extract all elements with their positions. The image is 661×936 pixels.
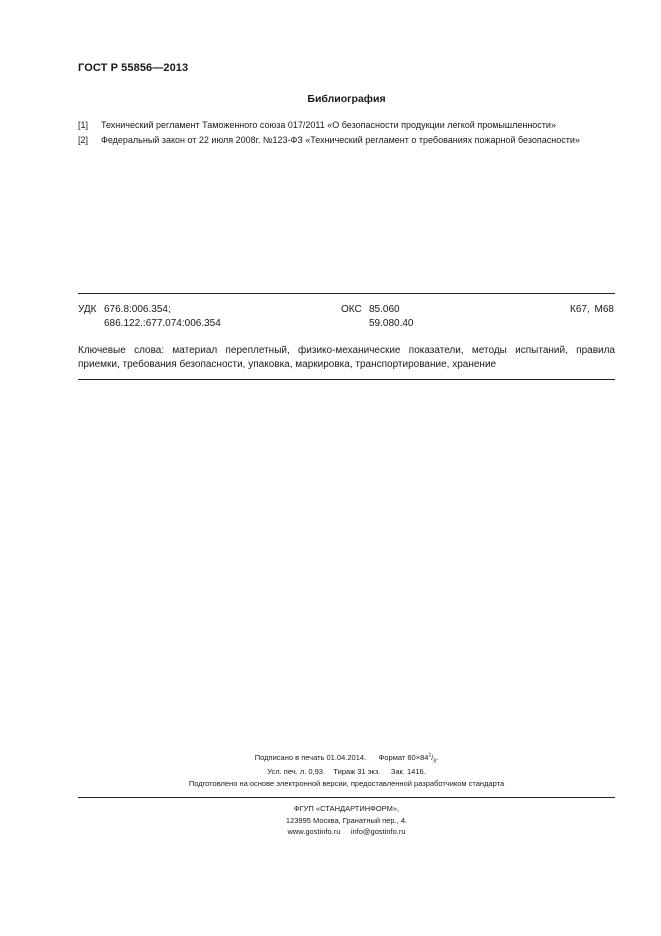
format-sup: 1 bbox=[428, 752, 432, 759]
udk-line-2: 686.122.:677.074:006.354 bbox=[104, 318, 221, 329]
publisher-website[interactable]: www.gostinfo.ru bbox=[287, 827, 341, 836]
format-label: Формат 60×84 bbox=[378, 753, 429, 762]
oks-line-1: 85.060 bbox=[369, 304, 400, 315]
bibliography-item-text: Технический регламент Таможенного союза 017/2011 «О безопасности продукции легкой промышленности» bbox=[101, 120, 556, 130]
circulation: Тираж 31 экз. bbox=[333, 767, 381, 776]
publisher-contacts bbox=[78, 827, 615, 837]
order-number: Зак. 1416. bbox=[390, 767, 426, 776]
divider-keywords bbox=[78, 379, 615, 380]
bibliography-item-number: [1] bbox=[78, 120, 89, 130]
udk-label: УДК bbox=[78, 304, 97, 315]
format-sub: 8 bbox=[433, 758, 437, 765]
bibliography-item bbox=[78, 134, 615, 160]
publisher-name: ФГУП «СТАНДАРТИНФОРМ», bbox=[293, 804, 400, 813]
udk-line-1: 676.8:006.354; bbox=[104, 304, 171, 315]
publisher-address: 123995 Москва, Гранатный пер., 4. bbox=[285, 816, 408, 825]
print-sheets: Усл. печ. л. 0,93. bbox=[267, 767, 326, 776]
oks-line-2: 59.080.40 bbox=[369, 318, 414, 329]
bibliography-item bbox=[78, 119, 615, 132]
prepared-note: Подготовлено на основе электронной версии, предоставленной разработчиком стандарта bbox=[188, 779, 505, 788]
signed-date: Подписано в печать 01.04.2014. bbox=[254, 753, 367, 762]
oks-label: ОКС bbox=[341, 304, 362, 315]
bibliography-item-text: Федеральный закон от 22 июля 2008г. №123-ФЗ «Технический регламент о требованиях пожарной безопасности» bbox=[101, 135, 580, 145]
keywords: Ключевые слова: материал переплетный, физико-механические показатели, методы испытаний, правила приемки, требования безопасности, упаковка, маркировка, транспортирование, хранение bbox=[78, 345, 615, 370]
divider-imprint bbox=[78, 797, 615, 798]
standard-code: ГОСТ Р 55856—2013 bbox=[78, 62, 189, 74]
bibliography-title: Библиография bbox=[307, 93, 386, 105]
format-end: . bbox=[436, 753, 439, 762]
imprint-line-1: Подписано в печать 01.04.2014. Формат $60\times 84^1/_8$. bbox=[254, 752, 439, 765]
bibliography-item-number: [2] bbox=[78, 135, 89, 145]
publisher-email[interactable]: info@gostinfo.ru bbox=[350, 827, 406, 836]
divider-top bbox=[78, 293, 615, 294]
classification-codes: К67, М68 bbox=[570, 304, 614, 315]
imprint-line-2 bbox=[78, 767, 615, 777]
